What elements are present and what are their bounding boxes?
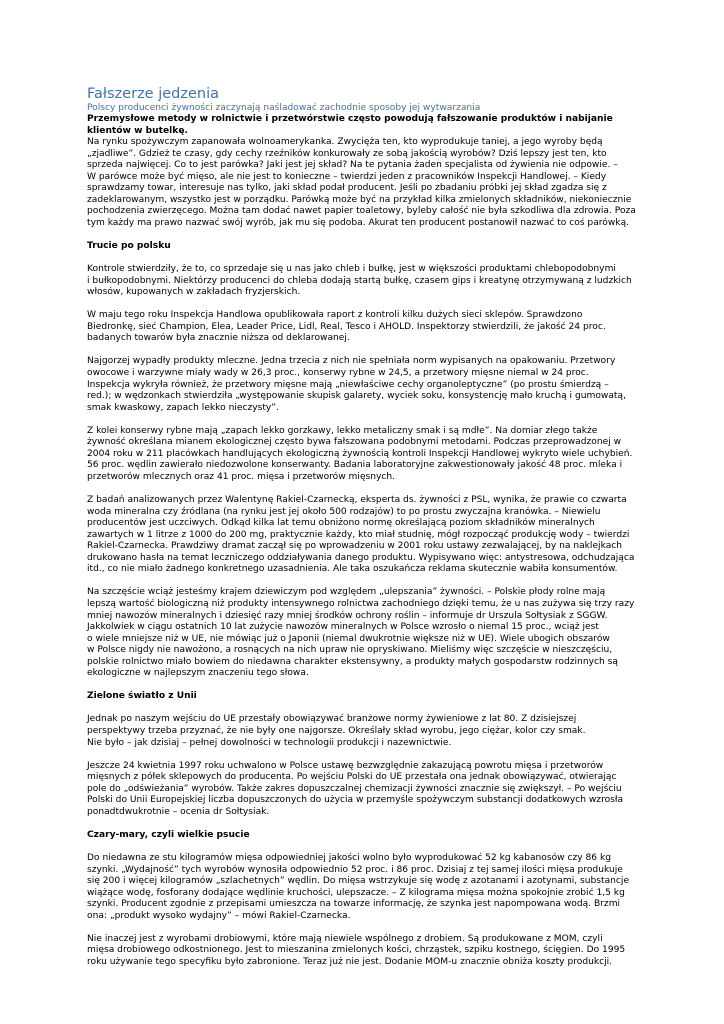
paragraph: Najgorzej wypadły produkty mleczne. Jedna trzecia z nich nie spełniała norm wypisanych na opakowaniu. Przetwory owocowe i warzywne miały wady w 26,3 proc., konserwy rybne w 24,5, a przetwory mięsne niemal w 24 proc. Inspekcja wykryła również, że przetwory mięsne mają „niewłaściwe cechy organoleptyczne” (po prostu śmierdzą – red.); w wędzonkach stwierdziła „występowanie skupisk galarety, wyciek soku, konsystencję mało kruchą i gumowatą, smak kwaskowy, zapach lekko nieczysty”. xyxy=(87,356,626,413)
paragraph: Na szczęście wciąż jesteśmy krajem dziewiczym pod względem „ulepszania” żywności. – Polskie płody rolne mają lepszą wartość biologiczną niż produkty intensywnego rolnictwa zachodniego dzięki temu, że u nas zużywa się trzy razy mniej nawozów mineralnych i dziesięć razy mniej środków ochrony roślin – informuje dr Urszula Sołtysiak z SGGW. Jakkolwiek w ciągu ostatnich 10 lat zużycie nawozów mineralnych w Polsce wzrosło o niemal 15 proc., wciąż jest o wiele mniejsze niż w UE, nie mówiąc już o Japonii (niemal dwukrotnie większe niż w UE). Wiele ubogich obszarów w Polsce nigdy nie nawożono, a rosnących na nich upraw nie opryskiwano. Mieliśmy więc szczęście w nieszczęściu, polskie rolnictwo miało bowiem do niedawna charakter ekstensywny, a produkty małych gospodarstw rodzinnych są ekologiczne w najlepszym znaczeniu tego słowa. xyxy=(87,587,635,679)
document-title: Fałszerze jedzenia xyxy=(87,86,219,102)
section-heading-czary-mary: Czary-mary, czyli wielkie psucie xyxy=(87,829,250,840)
paragraph: Z kolei konserwy rybne mają „zapach lekko gorzkawy, lekko metaliczny smak i są mdłe”. Na domiar złego także żywność określana mianem ekologicznej często bywa fałszowana podobnymi metodami. Podczas przeprowadzonej w 2004 roku w 211 placówkach handlujących ekologiczną żywnością kontroli Inspekcji Handlowej wykryto wiele uchybień. 56 proc. wędlin zawierało niedozwolone konserwanty. Badania laboratoryjne zakwestionowały jakość 48 proc. mleka i przetworów mlecznych oraz 41 proc. mięsa i przetworów mięsnych. xyxy=(87,425,633,482)
section-heading-zielone: Zielone światło z Unii xyxy=(87,691,197,702)
paragraph: Kontrole stwierdziły, że to, co sprzedaje się u nas jako chleb i bułkę, jest w większości produktami chlebopodobnymi i bułkopodobnymi. Niektórzy producenci do chleba dodają startą bułkę, czasem gips i kreatynę otrzymywaną z ludzkich włosów, kupowanych w zakładach fryzjerskich. xyxy=(87,264,632,298)
document-subtitle: Polscy producenci żywności zaczynają naśladować zachodnie sposoby jej wytwarzania xyxy=(87,103,481,113)
paragraph: Jednak po naszym wejściu do UE przestały obowiązywać branżowe normy żywieniowe z lat 80. Z dzisiejszej perspektywy trzeba przyznać, że nie były one najgorsze. Określały skład wyrobu, jego ciężar, kolor czy smak. Nie było – jak dzisiaj – pełnej dowolności w technologii produkcji i nazewnictwie. xyxy=(87,714,586,748)
paragraph: Nie inaczej jest z wyrobami drobiowymi, które mają niewiele wspólnego z drobiem. Są produkowane z MOM, czyli mięsa drobiowego odkostnionego. Jest to mieszanina zmielonych kości, chrząstek, szpiku kostnego, ścięgien. Do 1995 roku używanie tego specyfiku było zabronione. Teraz już nie jest. Dodanie MOM-u znacznie obniża koszty produkcji. xyxy=(87,933,626,967)
paragraph: Z badań analizowanych przez Walentynę Rakiel-Czarnecką, eksperta ds. żywności z PSL, wynika, że prawie co czwarta woda mineralna czy źródlana (na rynku jest jej około 500 rodzajów) to po prostu zwyczajna kranówka. – Niewielu producentów jest uczciwych. Odkąd kilka lat temu obniżono normę określającą poziom składników mineralnych zawartych w 1 litrze z 1000 do 200 mg, praktycznie każdy, kto miał studnię, mógł rozpocząć produkcję wody – twierdzi Rakiel-Czarnecka. Prawdziwy dramat zaczął się po wprowadzeniu w 2001 roku ustawy zezwalającej, by na naklejkach drukowano hasła na temat leczniczego oddziaływania danego produktu. Wypisywano więc: antystresowa, odchudzająca itd., co nie miało żadnego konkretnego uzasadnienia. Ale taka oszukańcza reklama skutecznie wabiła konsumentów. xyxy=(87,495,635,575)
intro-paragraph: Na rynku spożywczym zapanowała wolnoamerykanka. Zwycięża ten, kto wyprodukuje taniej, a jego wyroby będą „zjadliwe”. Gdzież te czasy, gdy cechy rzeźników konkurowały ze sobą jakością wyrobów? Dziś lepszy jest ten, kto sprzeda najwięcej. Co to jest parówka? Jaki jest jej skład? Na te pytania żaden specjalista od żywienia nie odpowie. – W parówce może być mięso, ale nie jest to konieczne – twierdzi jeden z pracowników Inspekcji Handlowej. – Kiedy sprawdzamy towar, interesuje nas tylko, jaki skład podał producent. Jeśli po zbadaniu próbki jej skład zgadza się z zadeklarowanym, wszystko jest w porządku. Parówką może być na przykład kilka zmielonych składników, niekonieczniе pochodzenia zwierzęcego. Można tam dodać nawet papier toaletowy, byleby całość nie była szkodliwa dla zdrowia. Poza tym każdy ma prawo nazwać swój wyrób, jak mu się podoba. Akurat ten producent postanowił nazwać to coś parówką. xyxy=(87,137,636,228)
paragraph: Jeszcze 24 kwietnia 1997 roku uchwalono w Polsce ustawę bezwzględnie zakazującą powrotu mięsa i przetworów mięsnych z półek sklepowych do producenta. Po wejściu Polski do UE przestała ona jednak obowiązywać, otwierając pole do „odświeżania” wyrobów. Także zakres dopuszczalnej chemizacji żywności znacznie się zwiększył. – Po wejściu Polski do Unii Europejskiej liczba dopuszczonych do użycia w przemyśle spożywczym substancji dodatkowych wzrosła ponadtdwukrotnie – ocenia dr Sołtysiak. xyxy=(87,760,624,817)
paragraph: W maju tego roku Inspekcja Handlowa opublikowała raport z kontroli kilku dużych sieci sklepów. Sprawdzono Biedronkę, sieć Champion, Elea, Leader Price, Lidl, Real, Tesco i AHOLD. Inspektorzy stwierdzili, że jakość 24 proc. badanych towarów była znacznie niższa od deklarowanej. xyxy=(87,310,606,344)
section-heading-trucie: Trucie po polsku xyxy=(87,241,171,252)
lead-paragraph: Przemysłowe metody w rolnictwie i przetwórstwie często powodują fałszowanie produktów i nabijanie klientów w butelkę. xyxy=(87,114,613,136)
paragraph: Do niedawna ze stu kilogramów mięsa odpowiedniej jakości wolno było wyprodukować 52 kg kabanosów czy 86 kg szynki. „Wydajność” tych wyrobów wynosiła odpowiednio 52 proc. i 86 proc. Dzisiaj z tej samej ilości mięsa produkuje się 200 i więcej kilogramów „szlachetnych” wędlin. Do mięsa wstrzykuje się wodę z azotanami i azotynami, substancje wiążące wodę, fosforany dodające wędlinie kruchości, ulepszacze. – Z kilograma mięsa można spokojnie zrobić 1,5 kg szynki. Producent zgodnie z przepisami umieszcza na towarze informację, że szynka jest napompowana wodą. Brzmi ona: „produkt wysoko wydajny” – mówi Rakiel-Czarnecka. xyxy=(87,853,630,921)
document-page xyxy=(87,86,643,980)
